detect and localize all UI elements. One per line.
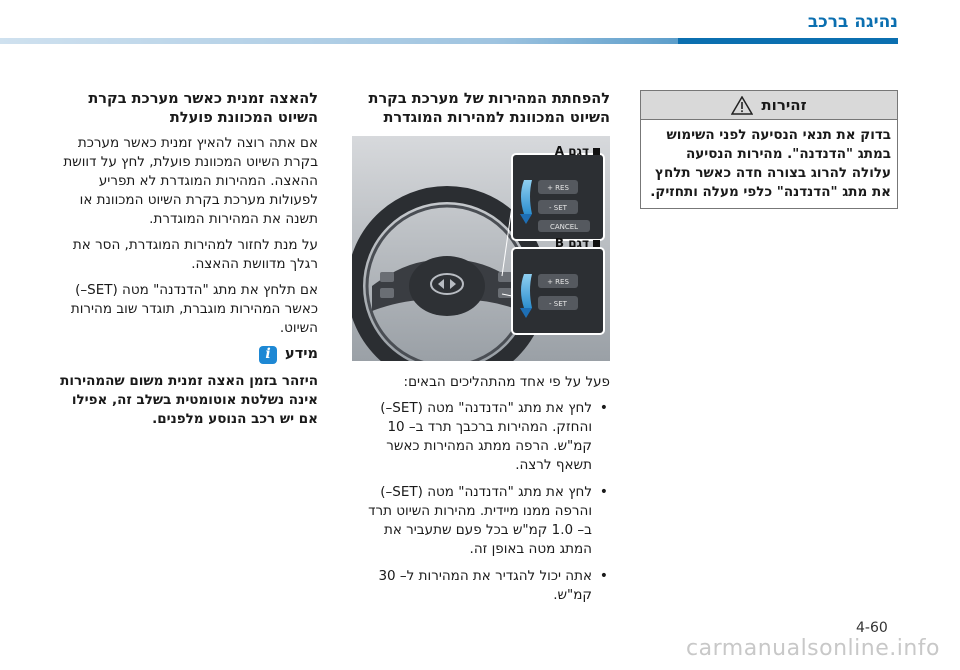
section-title: נהיגה ברכב	[807, 12, 898, 32]
warning-triangle-icon	[731, 96, 753, 115]
header-rule	[0, 38, 898, 44]
procedure-list	[352, 399, 610, 605]
inset-b-btn-res: RES +	[547, 278, 569, 286]
page-number: 4-60	[856, 620, 888, 636]
list-item: • לחץ את מתג "הדנדנה" מטה (SET–) והחזק. המהירות ברכבך תרד ב– 10 קמ"ש. הרפה ממתג המהירות כאשר תשאף לרצה.	[352, 399, 610, 475]
warning-column	[640, 90, 898, 209]
temporary-acceleration-column	[56, 90, 318, 436]
inset-a-btn-cancel: CANCEL	[549, 223, 579, 231]
decrease-speed-column	[352, 90, 610, 613]
info-title: מידע	[285, 346, 318, 362]
paragraph: על מנת לחזור למהירות המוגדרת, הסר את רגלך מדוושת ההאצה.	[72, 237, 318, 272]
model-b-label: דגם B	[555, 234, 600, 253]
info-heading	[56, 345, 318, 364]
inset-b-btn-set: SET -	[549, 300, 567, 308]
inset-a-btn-set: SET -	[549, 204, 567, 212]
paragraph: אם תלחץ את מתג "הדנדנה" מטה (SET–) כאשר המהירות מוגברת, תוגדר שוב מהירות השיוט.	[70, 282, 318, 336]
decrease-speed-heading: להפחתת המהירות של מערכת בקרת השיוט המכוונת למהירות המוגדרת	[368, 91, 610, 126]
acceleration-heading: להאצה זמנית כאשר מערכת בקרת השיוט המכוונת פועלת	[88, 91, 318, 126]
watermark: carmanualsonline.info	[686, 636, 940, 661]
warning-title: זהירות	[761, 95, 807, 114]
procedure-intro: פעל על פי אחד מהתהליכים הבאים:	[403, 374, 610, 390]
warning-text: בדוק את תנאי הנסיעה לפני השימוש במתג "הדנדנה". מהירות הנסיעה עלולה להרוג בצורה חדה כאשר תלחץ את מתג "הדנדנה" כלפי מעלה ותחזיק.	[650, 127, 891, 200]
warning-box	[640, 90, 898, 209]
info-icon: i	[259, 346, 277, 364]
list-item: • לחץ את מתג "הדנדנה" מטה (SET–) והרפה ממנו מיידית. מהירות השיוט תרד ב– 1.0 קמ"ש בכל פעם שתעביר את המתג מטה באופן זה.	[352, 483, 610, 559]
warning-header	[641, 91, 897, 120]
info-text: היזהר בזמן האצה זמנית משום שהמהירות אינה נשלטת אוטומטית בשלב זה, אפילו אם יש רכב הנוסע מלפנים.	[60, 373, 318, 427]
inset-a-btn-res: RES +	[547, 184, 569, 192]
list-item: • אתה יכול להגדיר את המהירות ל– 30 קמ"ש.	[352, 567, 610, 605]
paragraph: אם אתה רוצה להאיץ זמנית כאשר מערכת בקרת השיוט המכוונת פועלת, לחץ על דוושת ההאצה. המהירות המוגדרת לא תפריע לפעולות מערכת בקרת השיוט המכוונת או תשנה את המהירות המוגדרת.	[63, 135, 318, 227]
steering-wheel-figure	[352, 136, 610, 361]
model-a-label: דגם A	[555, 142, 600, 161]
